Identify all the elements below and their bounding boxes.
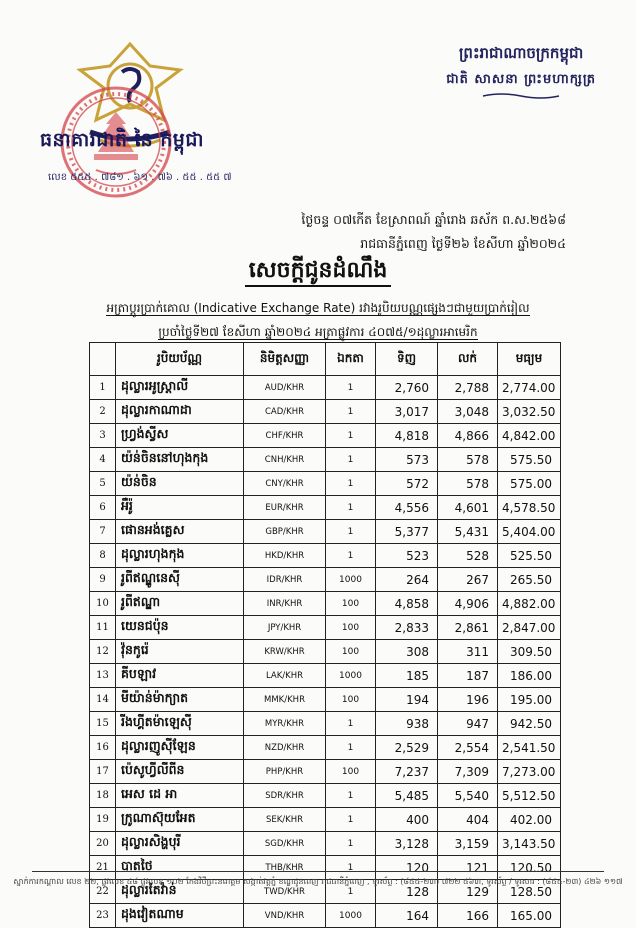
currency-name: គីបឡាវ — [116, 664, 244, 688]
buy-rate: 3,128 — [376, 832, 438, 856]
currency-unit: 1 — [326, 736, 376, 760]
currency-symbol: CNH/KHR — [244, 448, 326, 472]
average-rate: 4,578.50 — [498, 496, 561, 520]
lunar-date: ថ្ងៃចន្ទ ០៧កើត ខែស្រាពណ៍ ឆ្នាំរោង ឆស័ក ព.ស.២៥៦៨ — [301, 212, 566, 227]
currency-name: បាតថៃ — [116, 856, 244, 880]
currency-name: ដុងវៀតណាម — [116, 904, 244, 928]
average-rate: 120.50 — [498, 856, 561, 880]
subtitle-line-1: អត្រាប្តូរប្រាក់គោល (Indicative Exchange Rate) រវាងរូបិយបណ្ណផ្សេងៗជាមួយប្រាក់រៀល — [106, 301, 530, 315]
sell-rate: 2,788 — [438, 376, 498, 400]
row-number: 4 — [90, 448, 116, 472]
currency-symbol: SGD/KHR — [244, 832, 326, 856]
currency-name: ផោនអង់គ្លេស — [116, 520, 244, 544]
average-rate: 5,512.50 — [498, 784, 561, 808]
buy-rate: 573 — [376, 448, 438, 472]
sell-rate: 528 — [438, 544, 498, 568]
nation-religion-king: ជាតិ សាសនា ព្រះមហាក្សត្រ — [446, 72, 596, 87]
row-number: 2 — [90, 400, 116, 424]
average-rate: 525.50 — [498, 544, 561, 568]
currency-unit: 1 — [326, 400, 376, 424]
sell-rate: 3,048 — [438, 400, 498, 424]
sell-rate: 5,431 — [438, 520, 498, 544]
table-row — [90, 616, 561, 640]
table-row — [90, 904, 561, 928]
table-row — [90, 496, 561, 520]
table-row — [90, 592, 561, 616]
currency-symbol: LAK/KHR — [244, 664, 326, 688]
row-number: 10 — [90, 592, 116, 616]
average-rate: 942.50 — [498, 712, 561, 736]
buy-rate: 4,858 — [376, 592, 438, 616]
currency-name: រីងហ្គីតម៉ាឡេស៊ី — [116, 712, 244, 736]
row-number: 21 — [90, 856, 116, 880]
row-number: 1 — [90, 376, 116, 400]
currency-unit: 100 — [326, 616, 376, 640]
currency-symbol: EUR/KHR — [244, 496, 326, 520]
sell-rate: 947 — [438, 712, 498, 736]
header-currency: រូបិយប័ណ្ណ — [116, 343, 244, 376]
currency-symbol: AUD/KHR — [244, 376, 326, 400]
announcement-title — [0, 256, 636, 288]
average-rate: 3,143.50 — [498, 832, 561, 856]
table-row — [90, 520, 561, 544]
average-rate: 265.50 — [498, 568, 561, 592]
header-average: មធ្យម — [498, 343, 561, 376]
header-buy: ទិញ — [376, 343, 438, 376]
currency-symbol: TWD/KHR — [244, 880, 326, 904]
buy-rate: 2,529 — [376, 736, 438, 760]
footer-address: ស្នាក់ការកណ្តាល លេខ ២២, ផ្លូវលេខ ៤៨ ផ្លូវលេខ ១០២ កែងវិថីព្រះនរោត្តម សង្កាត់វត្តភ្នំ ខណ្ឌដូនពេញ រាជធានីភ្នំពេញ , ទូរស័ព្ទ : (៨៥៥-២៣) ៧២២ ៥៦៣, ទូរស័ព្ទ / ទូរសារ : (៨៥៥-២៣) ៤២៦ ១១៧ — [13, 877, 623, 886]
average-rate: 7,273.00 — [498, 760, 561, 784]
buy-rate: 7,237 — [376, 760, 438, 784]
currency-symbol: PHP/KHR — [244, 760, 326, 784]
currency-unit: 100 — [326, 592, 376, 616]
currency-symbol: CNY/KHR — [244, 472, 326, 496]
row-number: 20 — [90, 832, 116, 856]
buy-rate: 4,556 — [376, 496, 438, 520]
buy-rate: 264 — [376, 568, 438, 592]
average-rate: 4,842.00 — [498, 424, 561, 448]
buy-rate: 523 — [376, 544, 438, 568]
currency-symbol: THB/KHR — [244, 856, 326, 880]
average-rate: 309.50 — [498, 640, 561, 664]
row-number: 14 — [90, 688, 116, 712]
currency-unit: 1 — [326, 472, 376, 496]
buy-rate: 5,377 — [376, 520, 438, 544]
currency-symbol: GBP/KHR — [244, 520, 326, 544]
sell-rate: 2,554 — [438, 736, 498, 760]
sell-rate: 4,906 — [438, 592, 498, 616]
currency-name: ដុល្លារញូស៊ីឡែន — [116, 736, 244, 760]
buy-rate: 572 — [376, 472, 438, 496]
row-number: 7 — [90, 520, 116, 544]
buy-rate: 308 — [376, 640, 438, 664]
average-rate: 195.00 — [498, 688, 561, 712]
currency-unit: 1 — [326, 376, 376, 400]
average-rate: 165.00 — [498, 904, 561, 928]
row-number: 11 — [90, 616, 116, 640]
currency-name: វ៉ុនកូរ៉េ — [116, 640, 244, 664]
table-row — [90, 400, 561, 424]
currency-unit: 1 — [326, 832, 376, 856]
currency-symbol: KRW/KHR — [244, 640, 326, 664]
currency-unit: 1 — [326, 712, 376, 736]
currency-symbol: INR/KHR — [244, 592, 326, 616]
currency-name: យេនជប៉ុន — [116, 616, 244, 640]
table-row — [90, 760, 561, 784]
currency-unit: 1 — [326, 424, 376, 448]
header-unit: ឯកតា — [326, 343, 376, 376]
currency-name: យ៉ន់ចិននៅហុងកុង — [116, 448, 244, 472]
ornament-divider — [481, 92, 561, 100]
average-rate: 575.00 — [498, 472, 561, 496]
kingdom-name: ព្រះរាជាណាចក្រកម្ពុជា — [458, 44, 584, 62]
currency-name: អេស ដេ អា — [116, 784, 244, 808]
currency-name: រូពីឥណ្ឌូនេស៊ី — [116, 568, 244, 592]
currency-symbol: SEK/KHR — [244, 808, 326, 832]
currency-unit: 1 — [326, 544, 376, 568]
currency-symbol: MYR/KHR — [244, 712, 326, 736]
currency-unit: 100 — [326, 688, 376, 712]
sell-rate: 121 — [438, 856, 498, 880]
average-rate: 575.50 — [498, 448, 561, 472]
header-sell: លក់ — [438, 343, 498, 376]
currency-name: ដុល្លារអូស្ត្រាលី — [116, 376, 244, 400]
sell-rate: 4,866 — [438, 424, 498, 448]
currency-symbol: JPY/KHR — [244, 616, 326, 640]
table-row — [90, 640, 561, 664]
table-row — [90, 808, 561, 832]
row-number: 9 — [90, 568, 116, 592]
currency-name: ដុល្លារតៃវ៉ាន់ — [116, 880, 244, 904]
row-number: 19 — [90, 808, 116, 832]
currency-unit: 1 — [326, 520, 376, 544]
row-number: 8 — [90, 544, 116, 568]
row-number: 5 — [90, 472, 116, 496]
buy-rate: 5,485 — [376, 784, 438, 808]
reference-number: លេខ ៥៥៥ . ៧៨១ . ៦១ . ៧៦ . ៥៥ . ៥៥ ៧ — [48, 172, 232, 183]
buy-rate: 938 — [376, 712, 438, 736]
row-number: 23 — [90, 904, 116, 928]
currency-symbol: VND/KHR — [244, 904, 326, 928]
currency-symbol: HKD/KHR — [244, 544, 326, 568]
table-row — [90, 784, 561, 808]
currency-unit: 1000 — [326, 664, 376, 688]
currency-unit: 1 — [326, 880, 376, 904]
sell-rate: 3,159 — [438, 832, 498, 856]
row-number: 16 — [90, 736, 116, 760]
table-row — [90, 712, 561, 736]
currency-symbol: SDR/KHR — [244, 784, 326, 808]
row-number: 22 — [90, 880, 116, 904]
row-number: 6 — [90, 496, 116, 520]
currency-name: ដុល្លារសិង្ហបុរី — [116, 832, 244, 856]
table-row — [90, 736, 561, 760]
currency-name: ក្រូណាស៊ុយអែត — [116, 808, 244, 832]
currency-name: យ៉ន់ចិន — [116, 472, 244, 496]
table-row — [90, 472, 561, 496]
currency-symbol: MMK/KHR — [244, 688, 326, 712]
table-row — [90, 448, 561, 472]
table-row — [90, 424, 561, 448]
announcement-subtitle — [0, 296, 636, 344]
currency-symbol: CAD/KHR — [244, 400, 326, 424]
average-rate: 2,847.00 — [498, 616, 561, 640]
currency-unit: 100 — [326, 760, 376, 784]
kingdom-motto — [446, 44, 596, 100]
currency-unit: 1 — [326, 448, 376, 472]
buy-rate: 4,818 — [376, 424, 438, 448]
sell-rate: 2,861 — [438, 616, 498, 640]
solar-date: រាជធានីភ្នំពេញ ថ្ងៃទី២៦ ខែសីហា ឆ្នាំ២០២៤ — [360, 236, 566, 251]
sell-rate: 578 — [438, 448, 498, 472]
currency-unit: 1000 — [326, 904, 376, 928]
sell-rate: 187 — [438, 664, 498, 688]
currency-symbol: NZD/KHR — [244, 736, 326, 760]
header-symbol: និមិត្តសញ្ញា — [244, 343, 326, 376]
average-rate: 5,404.00 — [498, 520, 561, 544]
table-row — [90, 568, 561, 592]
sell-rate: 267 — [438, 568, 498, 592]
average-rate: 2,774.00 — [498, 376, 561, 400]
average-rate: 2,541.50 — [498, 736, 561, 760]
sell-rate: 4,601 — [438, 496, 498, 520]
average-rate: 402.00 — [498, 808, 561, 832]
currency-symbol: IDR/KHR — [244, 568, 326, 592]
exchange-rate-table — [89, 342, 561, 928]
buy-rate: 2,833 — [376, 616, 438, 640]
table-header-row — [90, 343, 561, 376]
buy-rate: 185 — [376, 664, 438, 688]
buy-rate: 194 — [376, 688, 438, 712]
row-number: 18 — [90, 784, 116, 808]
row-number: 3 — [90, 424, 116, 448]
currency-name: ដុល្លារហុងកុង — [116, 544, 244, 568]
row-number: 13 — [90, 664, 116, 688]
currency-name: ហ្វ្រង់ស្វីស — [116, 424, 244, 448]
footer-divider — [32, 871, 604, 872]
table-row — [90, 664, 561, 688]
table-row — [90, 544, 561, 568]
sell-rate: 311 — [438, 640, 498, 664]
title-text: សេចក្តីជូនដំណឹង — [245, 258, 392, 287]
currency-name: ដុល្លារកាណាដា — [116, 400, 244, 424]
row-number: 12 — [90, 640, 116, 664]
table-row — [90, 376, 561, 400]
buy-rate: 120 — [376, 856, 438, 880]
table-row — [90, 832, 561, 856]
header-no — [90, 343, 116, 376]
sell-rate: 5,540 — [438, 784, 498, 808]
average-rate: 4,882.00 — [498, 592, 561, 616]
buy-rate: 164 — [376, 904, 438, 928]
average-rate: 186.00 — [498, 664, 561, 688]
average-rate: 128.50 — [498, 880, 561, 904]
currency-unit: 1000 — [326, 568, 376, 592]
sell-rate: 166 — [438, 904, 498, 928]
currency-unit: 100 — [326, 640, 376, 664]
currency-name: រូពីឥណ្ឌា — [116, 592, 244, 616]
currency-name: មីយ៉ាន់ម៉ាក្យាត — [116, 688, 244, 712]
sell-rate: 196 — [438, 688, 498, 712]
sell-rate: 7,309 — [438, 760, 498, 784]
currency-unit: 1 — [326, 496, 376, 520]
row-number: 17 — [90, 760, 116, 784]
buy-rate: 2,760 — [376, 376, 438, 400]
date-block — [301, 208, 566, 256]
sell-rate: 404 — [438, 808, 498, 832]
buy-rate: 400 — [376, 808, 438, 832]
sell-rate: 578 — [438, 472, 498, 496]
buy-rate: 128 — [376, 880, 438, 904]
currency-unit: 1 — [326, 784, 376, 808]
currency-name: ប៉េសូហ្វីលីពីន — [116, 760, 244, 784]
sell-rate: 129 — [438, 880, 498, 904]
subtitle-line-2: ប្រចាំថ្ងៃទី២៧ ខែសីហា ឆ្នាំ២០២៤ អត្រាផ្លូវការ ៤០៧៥/១ដុល្លារអាមេរិក — [158, 325, 478, 339]
row-number: 15 — [90, 712, 116, 736]
bank-name: ធនាគារជាតិ នៃ កម្ពុជា — [40, 129, 204, 151]
average-rate: 3,032.50 — [498, 400, 561, 424]
buy-rate: 3,017 — [376, 400, 438, 424]
table-row — [90, 688, 561, 712]
currency-unit: 1 — [326, 856, 376, 880]
currency-unit: 1 — [326, 808, 376, 832]
currency-symbol: CHF/KHR — [244, 424, 326, 448]
currency-name: អឺរ៉ូ — [116, 496, 244, 520]
